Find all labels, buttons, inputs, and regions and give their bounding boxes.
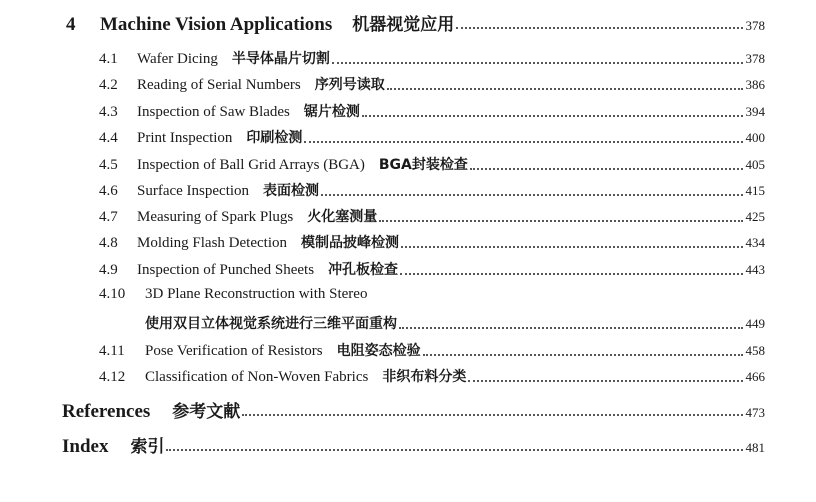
references-page-number: 473 [745, 405, 765, 420]
section-title: Print Inspection [137, 130, 233, 146]
toc-chapter-entry[interactable] [66, 10, 765, 36]
toc-section-entry[interactable] [99, 340, 765, 360]
section-number: 4.2 [99, 77, 118, 93]
toc-index-entry[interactable] [62, 432, 765, 458]
section-title-zh: BGA封装检查 [378, 157, 468, 173]
dot-leader [468, 379, 742, 382]
section-title-zh: 火化塞测量 [307, 209, 378, 225]
section-title: Molding Flash Detection [137, 235, 287, 251]
section-number: 4.10 [99, 286, 126, 302]
section-page-number: 449 [745, 316, 765, 331]
section-page-number: 458 [745, 343, 765, 358]
section-title-zh: 印刷检测 [246, 130, 303, 146]
section-number: 4.12 [99, 369, 126, 385]
section-page-number: 443 [745, 262, 765, 277]
references-title: References [62, 401, 151, 422]
dot-leader [401, 245, 743, 248]
section-title: Reading of Serial Numbers [137, 77, 301, 93]
section-number: 4.1 [99, 51, 118, 67]
section-number: 4.8 [99, 235, 118, 251]
section-number: 4.4 [99, 130, 118, 146]
index-title: Index [62, 436, 109, 457]
dot-leader [399, 326, 743, 329]
section-number: 4.7 [99, 209, 118, 225]
section-number: 4.6 [99, 183, 118, 199]
section-page-number: 378 [745, 51, 765, 66]
toc-section-entry[interactable] [99, 206, 765, 226]
dot-leader [304, 140, 742, 143]
index-title-zh: 索引 [130, 437, 165, 457]
toc-section-entry[interactable] [99, 259, 765, 279]
dot-leader [456, 26, 742, 29]
section-page-number: 400 [745, 130, 765, 145]
dot-leader [423, 353, 743, 356]
section-title-zh: 序列号读取 [314, 77, 385, 93]
section-title: Measuring of Spark Plugs [137, 209, 294, 225]
references-title-zh: 参考文献 [172, 402, 241, 422]
section-title: Pose Verification of Resistors [145, 343, 323, 359]
toc-section-entry[interactable] [99, 154, 765, 174]
toc-section-entry[interactable] [99, 127, 765, 147]
toc-section-entry[interactable] [99, 74, 765, 94]
dot-leader [242, 413, 742, 416]
section-number: 4.11 [99, 343, 125, 359]
section-title: Inspection of Ball Grid Arrays (BGA) [137, 157, 365, 173]
section-number: 4.9 [99, 262, 118, 278]
section-title-zh: 模制品披峰检测 [301, 235, 399, 251]
section-title: Surface Inspection [137, 183, 250, 199]
chapter-title: Machine Vision Applications [100, 14, 333, 35]
section-title-zh: 冲孔板检查 [328, 262, 399, 278]
dot-leader [400, 272, 742, 275]
toc-references-entry[interactable] [62, 397, 765, 423]
toc-section-entry[interactable] [99, 180, 765, 200]
dot-leader [362, 114, 743, 117]
chapter-title-zh: 机器视觉应用 [352, 15, 455, 35]
section-title-zh: 电阻姿态检验 [336, 343, 421, 359]
dot-leader [387, 87, 743, 90]
chapter-number: 4 [66, 14, 76, 35]
section-title: Classification of Non-Woven Fabrics [145, 369, 369, 385]
dot-leader [379, 219, 742, 222]
toc-section-entry[interactable] [99, 366, 765, 386]
dot-leader [166, 448, 742, 451]
toc-section-continuation[interactable] [145, 313, 765, 333]
section-number: 4.3 [99, 104, 118, 120]
section-title: Inspection of Saw Blades [137, 104, 290, 120]
section-page-number: 466 [745, 369, 765, 384]
toc-section-entry[interactable] [99, 232, 765, 252]
index-page-number: 481 [745, 440, 765, 455]
section-page-number: 386 [745, 77, 765, 92]
section-page-number: 394 [745, 104, 765, 119]
dot-leader [321, 193, 742, 196]
section-page-number: 415 [745, 183, 765, 198]
toc-section-entry[interactable] [99, 286, 765, 303]
section-page-number: 405 [745, 157, 765, 172]
toc-section-entry[interactable] [99, 101, 765, 121]
section-title-zh: 非织布料分类 [382, 369, 467, 385]
section-number: 4.5 [99, 157, 118, 173]
section-title-zh: 表面检测 [263, 183, 320, 199]
dot-leader [332, 61, 743, 64]
section-page-number: 434 [745, 235, 765, 250]
section-title: Wafer Dicing [137, 51, 218, 67]
section-title-zh: 锯片检测 [303, 104, 360, 120]
section-title: 3D Plane Reconstruction with Stereo [145, 286, 368, 302]
chapter-page-number: 378 [745, 18, 765, 33]
section-page-number: 425 [745, 209, 765, 224]
section-title-zh: 半导体晶片切割 [231, 51, 330, 67]
section-title-zh: 使用双目立体视觉系统进行三维平面重构 [145, 316, 397, 332]
toc-section-entry[interactable] [99, 48, 765, 68]
section-title: Inspection of Punched Sheets [137, 262, 315, 278]
dot-leader [470, 167, 743, 170]
